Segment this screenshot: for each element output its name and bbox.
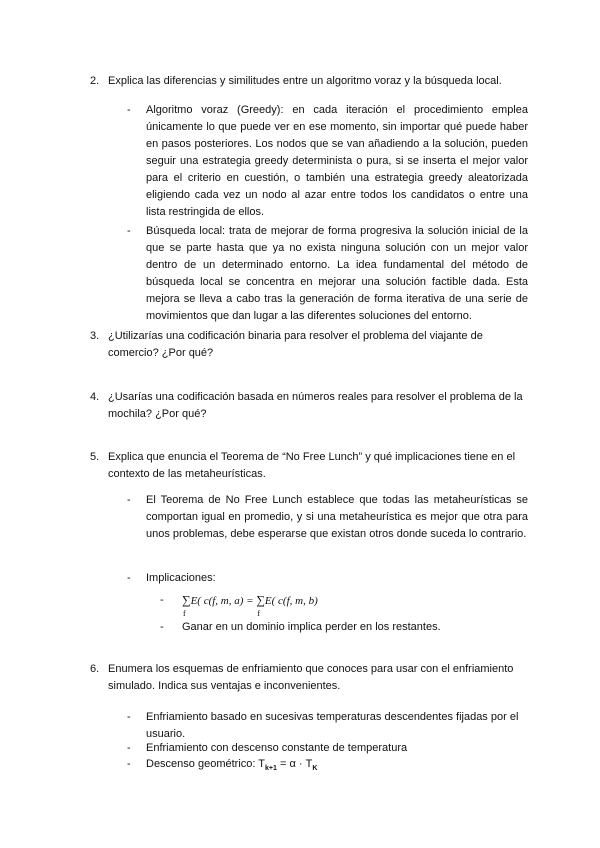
question-text: Explica que enuncia el Teorema de “No Free Lunch” y qué implicaciones tiene en el contexto de las metaheurísticas.	[108, 451, 516, 480]
bullet-dash: -	[127, 758, 131, 770]
question-3	[90, 328, 528, 362]
question-4	[90, 389, 528, 423]
bullet-dash: -	[127, 225, 131, 237]
q5-sub-bullet	[160, 619, 528, 636]
formula-equals: =	[246, 595, 254, 607]
bullet-dash: -	[160, 621, 164, 633]
q2-bullet-greedy	[127, 102, 528, 221]
question-2	[90, 73, 528, 90]
question-text: Enumera los esquemas de enfriamiento que conoces para usar con el enfriamiento simulado. Indica sus ventajas e inconvenientes.	[108, 663, 514, 692]
bullet-text: El Teorema de No Free Lunch establece que todas las metaheurísticas se comportan igual en promedio, y si una metaheurística es mejor que otra para unos problemas, debe esperarse que existan otros donde suceda lo contrario.	[146, 494, 528, 540]
bullet-dash: -	[127, 711, 131, 723]
formula-left: E( c(f, m, a)	[190, 595, 244, 607]
geometric-descent: Descenso geométrico: $T_{k+1} = \alpha \cdot T_K$	[146, 758, 318, 773]
q6-bullet-2	[127, 740, 528, 757]
question-number: 4.	[90, 391, 100, 403]
q5-formula-item	[160, 592, 528, 618]
bullet-text: Enfriamiento con descenso constante de temperatura	[146, 742, 408, 754]
question-number: 6.	[90, 663, 100, 675]
q5-bullet-theorem	[127, 492, 528, 543]
bullet-dash: -	[160, 594, 164, 606]
q5-bullet-implications	[127, 570, 528, 587]
bullet-dash: -	[127, 104, 131, 116]
question-text: Explica las diferencias y similitudes entre un algoritmo voraz y la búsqueda local.	[108, 75, 502, 87]
nfl-formula	[182, 592, 528, 618]
bullet-text: Enfriamiento basado en sucesivas temperaturas descendentes fijadas por el usuario.	[146, 711, 519, 740]
question-number: 2.	[90, 75, 100, 87]
question-6	[90, 661, 528, 695]
sum-symbol: ∑ f	[182, 593, 191, 618]
question-number: 3.	[90, 330, 100, 342]
bullet-text: Implicaciones:	[146, 572, 216, 584]
q6-bullet-3	[127, 756, 528, 777]
bullet-dash: -	[127, 572, 131, 584]
question-text: ¿Usarías una codificación basada en números reales para resolver el problema de la mochila? ¿Por qué?	[108, 391, 523, 420]
bullet-dash: -	[127, 494, 131, 506]
q2-bullet-local-search	[127, 223, 528, 325]
question-text: ¿Utilizarías una codificación binaria para resolver el problema del viajante de comercio? ¿Por qué?	[108, 330, 483, 359]
sum-symbol: ∑ f	[256, 593, 265, 618]
bullet-text: Ganar en un dominio implica perder en los restantes.	[182, 621, 441, 633]
bullet-text: Algoritmo voraz (Greedy): en cada iteración el procedimiento emplea únicamente lo que puede ver en ese momento, sin importar qué puede haber en pasos posteriores. Los nodos que se van añadiendo a la solución, pueden seguir una estrategia greedy determinista o pura, si se inserta el mejor valor para el criterio en cuestión, o también una estrategia greedy aleatorizada eligiendo cada vez un nodo al azar entre todos los candidatos o entre una lista restringida de ellos.	[146, 104, 528, 218]
question-number: 5.	[90, 451, 100, 463]
q6-bullet-1	[127, 709, 528, 743]
bullet-text: Búsqueda local: trata de mejorar de forma progresiva la solución inicial de la que se parte hasta que ya no exista ninguna solución con un mejor valor dentro de un determinado entorno. La idea fundamental del método de búsqueda local se concentra en mejorar una solución factible dada. Esta mejora se lleva a cabo tras la generación de forma iterativa de una serie de movimientos que dan lugar a las diferentes soluciones del entorno.	[146, 225, 528, 322]
bullet-dash: -	[127, 742, 131, 754]
question-5	[90, 449, 528, 483]
formula-right: E( c(f, m, b)	[264, 595, 318, 607]
